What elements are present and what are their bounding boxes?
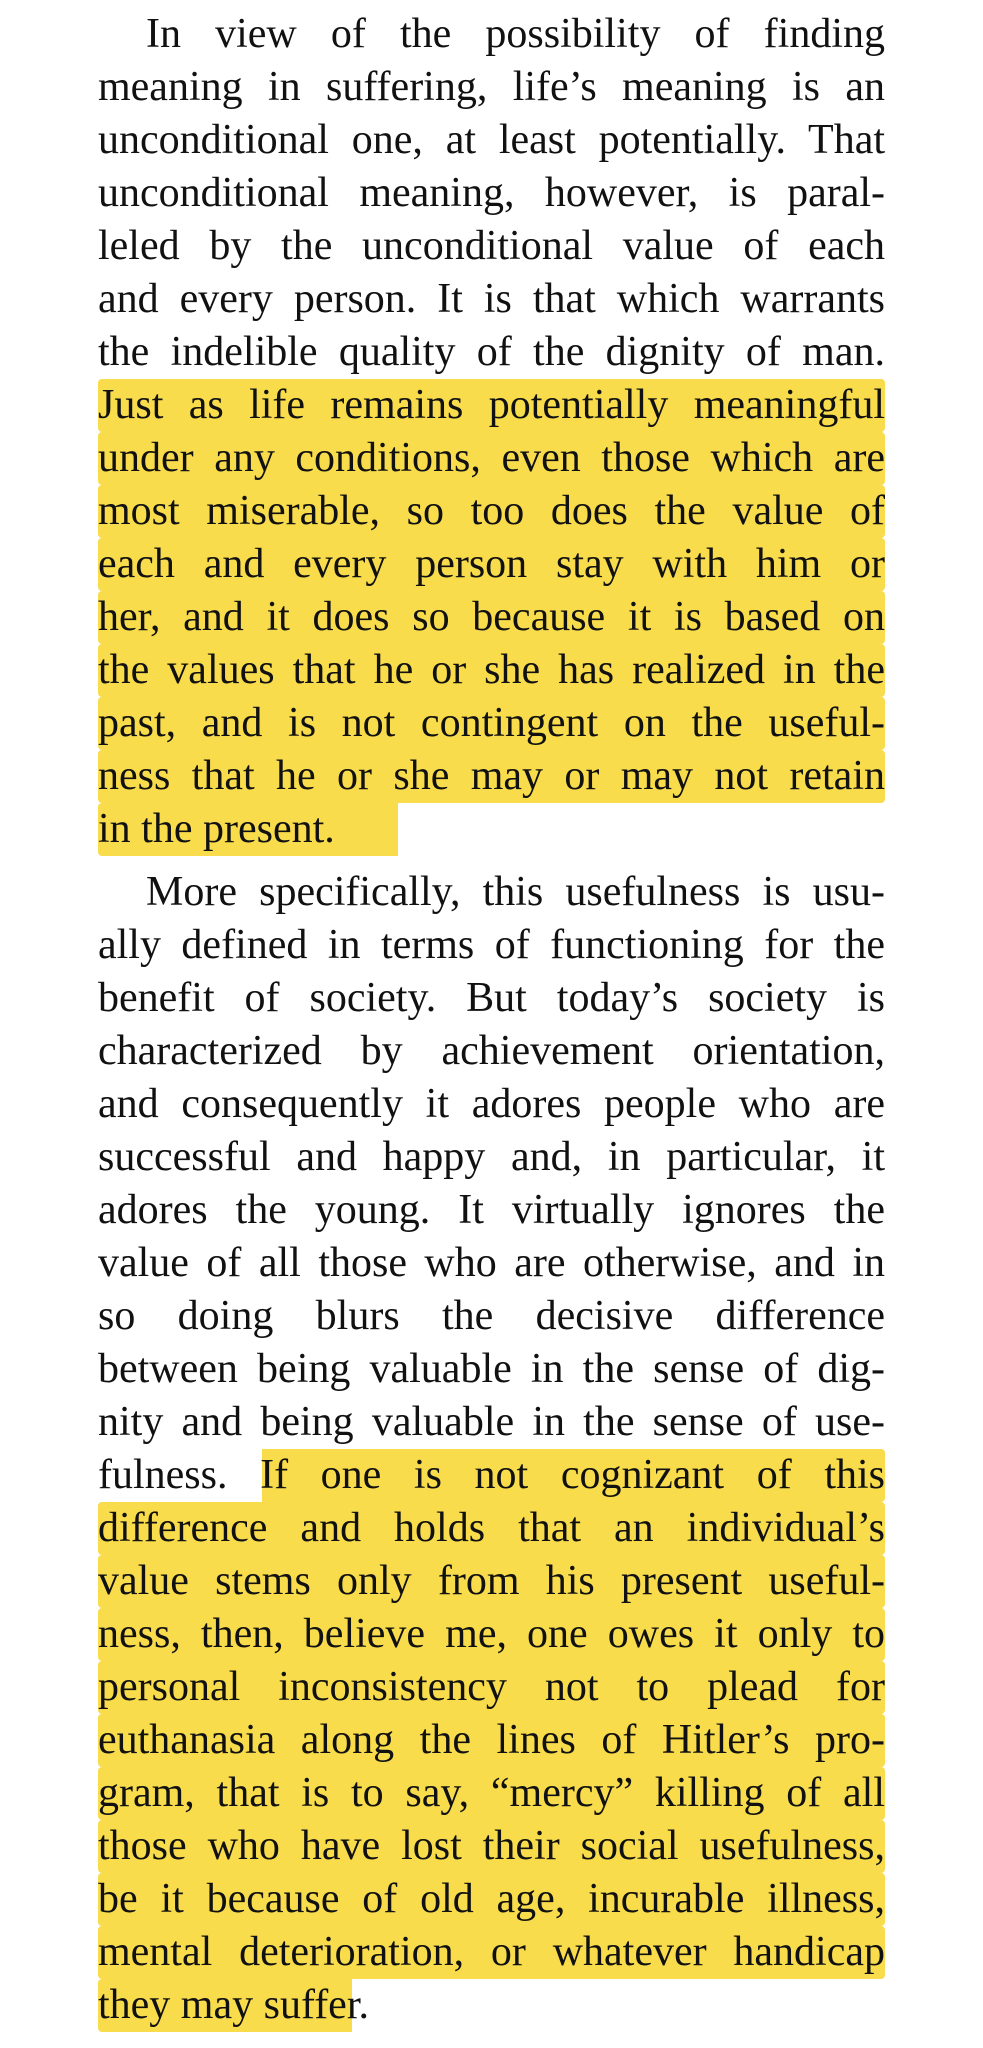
text-line: value of all those who are otherwise, and in (98, 1240, 885, 1286)
highlighted-text-line[interactable]: her, and it does so because it is based on (98, 591, 885, 644)
text-line: leled by the unconditional value of each (98, 223, 885, 269)
highlighted-text-line[interactable]: personal inconsistency not to plead for (98, 1661, 885, 1714)
text-line: adores the young. It virtually ignores the (98, 1187, 885, 1233)
highlighted-text-line[interactable]: most miserable, so too does the value of (98, 485, 885, 538)
text-line: and consequently it adores people who are (98, 1081, 885, 1127)
highlighted-text-line[interactable]: ness that he or she may or may not retain (98, 750, 885, 803)
text-line: meaning in suffering, life’s meaning is an (98, 64, 885, 110)
text-line: benefit of society. But today’s society is (98, 975, 885, 1021)
paragraph-gap (98, 856, 885, 866)
text-line: nity and being valuable in the sense of use- (98, 1399, 885, 1445)
highlighted-text-line[interactable]: in the present. (98, 803, 885, 856)
highlighted-text-line[interactable]: each and every person stay with him or (98, 538, 885, 591)
text-line: between being valuable in the sense of dig- (98, 1346, 885, 1392)
highlighted-text-line[interactable]: they may suffer. (98, 1979, 885, 2032)
highlighted-text-line[interactable]: value stems only from his present useful- (98, 1555, 885, 1608)
highlighted-text-line[interactable]: gram, that is to say, “mercy” killing of all (98, 1767, 885, 1820)
text-line: In view of the possibility of finding (146, 11, 885, 57)
text-line: characterized by achievement orientation, (98, 1028, 885, 1074)
highlighted-text-line[interactable]: Just as life remains potentially meaningful (98, 379, 885, 432)
highlighted-text-line[interactable]: fulness. If one is not cognizant of this (98, 1449, 885, 1502)
highlighted-text-line[interactable]: past, and is not contingent on the useful- (98, 697, 885, 750)
highlighted-text-line[interactable]: under any conditions, even those which are (98, 432, 885, 485)
text-line: ally defined in terms of functioning for the (98, 922, 885, 968)
text-line: unconditional one, at least potentially. That (98, 117, 885, 163)
text-line: and every person. It is that which warrants (98, 276, 885, 322)
highlighted-text-line[interactable]: the values that he or she has realized in the (98, 644, 885, 697)
highlighted-text-line[interactable]: difference and holds that an individual’s (98, 1502, 885, 1555)
highlighted-text-line[interactable]: those who have lost their social usefulness, (98, 1820, 885, 1873)
highlighted-text-line[interactable]: ness, then, believe me, one owes it only to (98, 1608, 885, 1661)
text-line: More specifically, this usefulness is usu- (146, 869, 885, 915)
highlighted-text-line[interactable]: euthanasia along the lines of Hitler’s pro- (98, 1714, 885, 1767)
paragraph-2 (98, 866, 885, 2032)
highlighted-text-line[interactable]: be it because of old age, incurable illness, (98, 1873, 885, 1926)
text-line: unconditional meaning, however, is paral- (98, 170, 885, 216)
text-line: so doing blurs the decisive difference (98, 1293, 885, 1339)
book-page (98, 8, 885, 2032)
text-line: the indelible quality of the dignity of man. (98, 329, 885, 375)
text-line: successful and happy and, in particular, it (98, 1134, 885, 1180)
highlighted-text-line[interactable]: mental deterioration, or whatever handicap (98, 1926, 885, 1979)
paragraph-1 (98, 8, 885, 856)
